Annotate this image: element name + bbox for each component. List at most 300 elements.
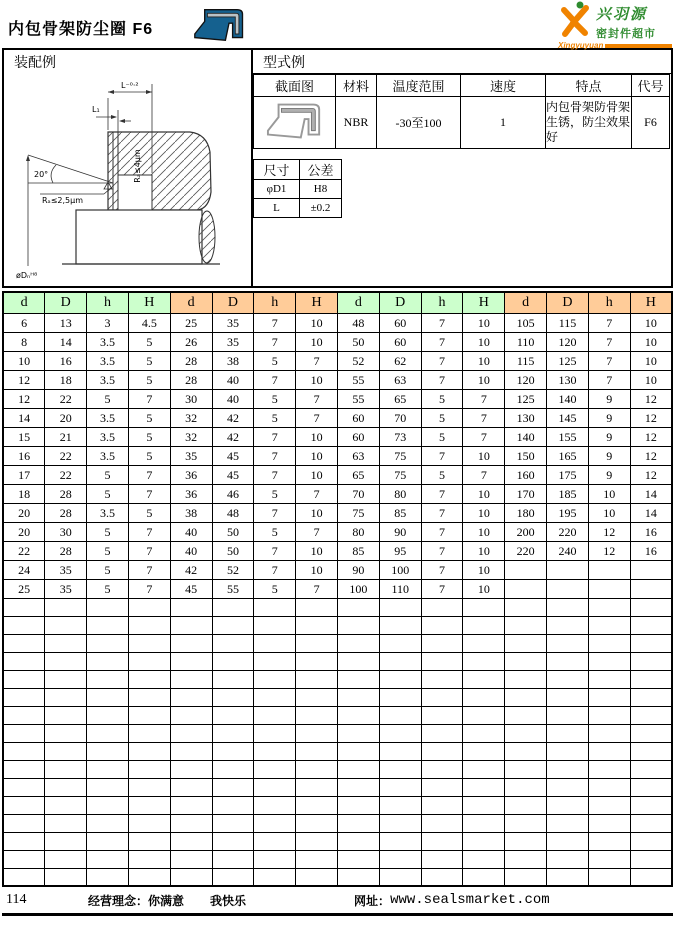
size-cell	[296, 778, 338, 796]
size-empty-row	[3, 742, 672, 760]
size-cell: 7	[254, 465, 296, 484]
size-cell: 7	[128, 484, 170, 503]
type-col-temp: 温度范围	[377, 75, 461, 97]
size-cell	[3, 760, 45, 778]
size-cell: 3.5	[87, 503, 129, 522]
size-cell: 7	[421, 484, 463, 503]
size-cell	[463, 652, 505, 670]
size-cell: 195	[547, 503, 589, 522]
size-cell: 21	[45, 427, 87, 446]
size-cell	[547, 616, 589, 634]
size-cell: 3.5	[87, 351, 129, 370]
size-cell: 10	[630, 332, 672, 351]
main-box	[2, 48, 673, 288]
size-cell	[588, 742, 630, 760]
size-cell: 28	[170, 351, 212, 370]
tolerance-header-row	[254, 160, 342, 180]
size-cell: 36	[170, 484, 212, 503]
size-col-header: H	[296, 292, 338, 313]
size-cell: 10	[463, 541, 505, 560]
size-cell: 25	[3, 579, 45, 598]
size-cell	[254, 598, 296, 616]
size-cell	[630, 814, 672, 832]
size-empty-row	[3, 796, 672, 814]
size-cell	[505, 832, 547, 850]
size-cell	[212, 832, 254, 850]
dim-l-tolerance: L⁻⁰·²	[121, 81, 139, 90]
dim-diameter: øDₙᴴ⁸	[16, 271, 38, 280]
size-cell	[338, 670, 380, 688]
size-cell: 105	[505, 313, 547, 332]
size-cell: 35	[45, 579, 87, 598]
size-cell: 3.5	[87, 408, 129, 427]
motto-part1: 你满意	[148, 893, 185, 908]
size-cell	[254, 850, 296, 868]
size-cell: 7	[254, 560, 296, 579]
size-cell	[421, 832, 463, 850]
size-cell	[588, 778, 630, 796]
size-cell	[379, 796, 421, 814]
size-cell: 7	[254, 332, 296, 351]
size-cell: 7	[463, 408, 505, 427]
size-cell	[379, 652, 421, 670]
size-cell	[3, 778, 45, 796]
size-cell	[505, 706, 547, 724]
size-cell	[170, 850, 212, 868]
size-cell	[254, 616, 296, 634]
size-cell	[547, 706, 589, 724]
size-cell	[128, 598, 170, 616]
size-cell	[128, 634, 170, 652]
size-cell	[3, 634, 45, 652]
size-cell: 7	[254, 541, 296, 560]
size-cell	[212, 598, 254, 616]
size-cell: 130	[547, 370, 589, 389]
size-col-header: h	[588, 292, 630, 313]
size-cell	[338, 724, 380, 742]
size-cell	[3, 724, 45, 742]
size-cell	[87, 814, 129, 832]
size-cell: 65	[338, 465, 380, 484]
size-cell: 12	[630, 427, 672, 446]
size-cell: 10	[296, 446, 338, 465]
size-cell: 22	[3, 541, 45, 560]
size-cell	[45, 598, 87, 616]
size-cell	[128, 760, 170, 778]
size-cell: 7	[296, 579, 338, 598]
size-cell: 45	[170, 579, 212, 598]
size-cell	[463, 760, 505, 778]
size-cell	[3, 814, 45, 832]
size-cell: 5	[254, 484, 296, 503]
size-empty-row	[3, 634, 672, 652]
size-cell	[128, 616, 170, 634]
size-col-header: h	[87, 292, 129, 313]
size-cell: 70	[379, 408, 421, 427]
size-cell: 5	[128, 408, 170, 427]
size-cell: 12	[588, 541, 630, 560]
size-cell: 170	[505, 484, 547, 503]
size-cell	[338, 850, 380, 868]
size-cell: 7	[254, 503, 296, 522]
features-value: 内包骨架防骨架生锈，防尘效果好	[546, 97, 632, 149]
size-cell	[421, 634, 463, 652]
size-cell: 7	[254, 313, 296, 332]
size-cell	[87, 634, 129, 652]
size-row	[3, 389, 672, 408]
size-cell	[212, 814, 254, 832]
size-cell	[170, 598, 212, 616]
size-cell	[547, 579, 589, 598]
size-cell	[547, 760, 589, 778]
size-cell	[421, 742, 463, 760]
logo-roman-name: Xingyuyuan	[558, 41, 604, 50]
size-cell: 25	[170, 313, 212, 332]
size-col-header: h	[421, 292, 463, 313]
size-cell: 10	[463, 351, 505, 370]
size-cell: 7	[421, 332, 463, 351]
size-empty-row	[3, 706, 672, 724]
dim-angle: 20°	[34, 170, 49, 179]
size-cell	[421, 670, 463, 688]
type-table	[253, 74, 670, 149]
size-cell: 48	[212, 503, 254, 522]
size-cell: 7	[128, 560, 170, 579]
size-cell	[170, 706, 212, 724]
size-cell: 10	[296, 560, 338, 579]
size-cell	[296, 760, 338, 778]
size-cell: 52	[338, 351, 380, 370]
size-cell	[379, 742, 421, 760]
size-cell	[547, 850, 589, 868]
size-cell: 7	[128, 465, 170, 484]
size-cell	[87, 670, 129, 688]
size-cell: 150	[505, 446, 547, 465]
size-cell: 30	[170, 389, 212, 408]
size-cell	[547, 724, 589, 742]
size-cell	[421, 688, 463, 706]
size-row	[3, 351, 672, 370]
speed-value: 1	[461, 97, 546, 149]
size-cell	[45, 706, 87, 724]
size-cell	[45, 760, 87, 778]
size-cell	[212, 724, 254, 742]
size-cell	[630, 560, 672, 579]
size-cell	[170, 652, 212, 670]
size-cell	[547, 832, 589, 850]
size-cell	[212, 796, 254, 814]
size-cell: 125	[505, 389, 547, 408]
size-cell: 10	[296, 541, 338, 560]
size-cell	[338, 742, 380, 760]
size-cell	[254, 814, 296, 832]
size-cell: 7	[296, 389, 338, 408]
size-cell	[254, 778, 296, 796]
size-cell: 3.5	[87, 446, 129, 465]
size-cell	[3, 850, 45, 868]
size-cell: 65	[379, 389, 421, 408]
size-cell	[212, 634, 254, 652]
size-cell: 5	[87, 484, 129, 503]
size-cell	[87, 688, 129, 706]
company-logo	[558, 1, 672, 50]
tolerance-row	[254, 199, 342, 218]
size-cell	[170, 742, 212, 760]
size-cell	[87, 706, 129, 724]
size-cell	[212, 742, 254, 760]
size-cell	[128, 688, 170, 706]
size-empty-row	[3, 724, 672, 742]
size-cell	[421, 778, 463, 796]
size-cell: 7	[128, 389, 170, 408]
size-empty-row	[3, 616, 672, 634]
size-cell	[588, 850, 630, 868]
size-row	[3, 313, 672, 332]
size-cell: 100	[338, 579, 380, 598]
size-cell	[421, 598, 463, 616]
size-cell	[296, 742, 338, 760]
size-cell: 9	[588, 446, 630, 465]
size-cell: 10	[463, 503, 505, 522]
size-cell: 7	[463, 465, 505, 484]
size-cell	[128, 868, 170, 886]
size-cell	[463, 670, 505, 688]
size-empty-row	[3, 688, 672, 706]
size-cell: 35	[212, 313, 254, 332]
size-cell: 7	[254, 427, 296, 446]
size-cell: 7	[463, 389, 505, 408]
size-cell	[505, 760, 547, 778]
size-cell: 42	[170, 560, 212, 579]
size-cell: 28	[45, 541, 87, 560]
size-cell: 5	[128, 427, 170, 446]
size-cell	[3, 670, 45, 688]
size-empty-row	[3, 850, 672, 868]
size-cell: 10	[463, 446, 505, 465]
size-cell	[45, 778, 87, 796]
size-cell	[128, 814, 170, 832]
size-cell	[463, 724, 505, 742]
size-cell	[3, 598, 45, 616]
size-cell: 95	[379, 541, 421, 560]
size-cell: 7	[421, 370, 463, 389]
size-cell: 3	[87, 313, 129, 332]
size-cell	[588, 724, 630, 742]
page-title: 内包骨架防尘圈 F6	[8, 21, 154, 38]
size-cell: 12	[630, 446, 672, 465]
size-cell	[505, 868, 547, 886]
size-cell: 5	[87, 465, 129, 484]
size-cell: 38	[170, 503, 212, 522]
size-cell	[170, 634, 212, 652]
size-cell	[463, 850, 505, 868]
size-cell	[588, 616, 630, 634]
size-cell: 5	[254, 522, 296, 541]
size-cell: 110	[505, 332, 547, 351]
size-cell	[296, 814, 338, 832]
size-cell	[547, 742, 589, 760]
size-cell	[463, 832, 505, 850]
size-cell	[547, 634, 589, 652]
size-cell	[128, 652, 170, 670]
size-cell: 12	[3, 389, 45, 408]
size-cell: 220	[547, 522, 589, 541]
size-cell	[212, 616, 254, 634]
size-cell	[463, 706, 505, 724]
size-cell	[338, 760, 380, 778]
size-cell: 32	[170, 427, 212, 446]
size-cell: 125	[547, 351, 589, 370]
size-cell	[296, 706, 338, 724]
size-cell	[87, 742, 129, 760]
size-cell	[212, 850, 254, 868]
size-cell	[379, 778, 421, 796]
size-cell: 32	[170, 408, 212, 427]
size-cell	[379, 850, 421, 868]
size-cell: 55	[212, 579, 254, 598]
size-cell: 26	[170, 332, 212, 351]
size-cell: 16	[630, 541, 672, 560]
size-cell	[170, 616, 212, 634]
size-cell	[45, 724, 87, 742]
size-row	[3, 541, 672, 560]
size-cell	[87, 850, 129, 868]
size-empty-row	[3, 598, 672, 616]
size-cell	[505, 634, 547, 652]
size-cell: 90	[338, 560, 380, 579]
size-cell	[87, 778, 129, 796]
size-cell: 55	[338, 389, 380, 408]
type-table-data-row	[254, 97, 670, 149]
size-cell	[630, 724, 672, 742]
size-cell	[128, 724, 170, 742]
size-cell	[254, 652, 296, 670]
size-cell	[421, 616, 463, 634]
size-cell	[379, 814, 421, 832]
size-cell: 45	[212, 446, 254, 465]
size-cell	[547, 868, 589, 886]
size-cell: 140	[547, 389, 589, 408]
size-cell: 10	[296, 332, 338, 351]
size-cell: 52	[212, 560, 254, 579]
size-cell	[87, 760, 129, 778]
size-cell	[379, 832, 421, 850]
type-section	[253, 50, 671, 286]
size-cell	[45, 652, 87, 670]
tolerance-table	[253, 159, 342, 218]
type-col-features: 特点	[546, 75, 632, 97]
shaft	[76, 210, 202, 264]
size-col-header: d	[338, 292, 380, 313]
size-cell: 70	[338, 484, 380, 503]
size-cell	[630, 706, 672, 724]
size-cell: 12	[630, 389, 672, 408]
size-cell	[338, 796, 380, 814]
size-cell: 220	[505, 541, 547, 560]
size-cell	[45, 832, 87, 850]
size-cell: 5	[254, 389, 296, 408]
size-cell	[547, 688, 589, 706]
size-cell	[296, 652, 338, 670]
size-cell: 55	[338, 370, 380, 389]
size-cell	[338, 634, 380, 652]
size-cell	[254, 724, 296, 742]
size-row	[3, 427, 672, 446]
size-cell: 5	[87, 579, 129, 598]
size-cell: 7	[296, 484, 338, 503]
size-cell	[128, 832, 170, 850]
size-cell: 7	[296, 351, 338, 370]
size-cell	[296, 634, 338, 652]
size-cell: 60	[379, 313, 421, 332]
size-cell: 120	[547, 332, 589, 351]
size-cell	[3, 742, 45, 760]
size-cell: 10	[463, 332, 505, 351]
size-cell: 14	[45, 332, 87, 351]
dim-ra-top: Rₐ≤4μm	[133, 149, 142, 183]
size-cell: 10	[463, 370, 505, 389]
size-cell: 7	[588, 370, 630, 389]
size-cell	[45, 868, 87, 886]
size-cell: 7	[421, 560, 463, 579]
size-cell: 73	[379, 427, 421, 446]
size-cell	[379, 760, 421, 778]
size-cell	[254, 868, 296, 886]
size-cell: 16	[3, 446, 45, 465]
size-cell	[505, 742, 547, 760]
size-cell: 10	[296, 503, 338, 522]
size-cell	[463, 868, 505, 886]
size-cell: 7	[421, 579, 463, 598]
size-cell: 80	[338, 522, 380, 541]
size-cell	[212, 778, 254, 796]
size-cell: 5	[87, 560, 129, 579]
size-cell	[212, 706, 254, 724]
size-cell	[463, 742, 505, 760]
logo-figure-icon	[558, 1, 594, 37]
size-cell	[338, 868, 380, 886]
size-cell	[45, 688, 87, 706]
size-cell	[547, 796, 589, 814]
size-cell: 180	[505, 503, 547, 522]
size-cell	[3, 706, 45, 724]
size-cell: 10	[630, 313, 672, 332]
size-cell	[254, 634, 296, 652]
size-cell	[296, 868, 338, 886]
size-cell	[463, 796, 505, 814]
size-cell: 7	[421, 351, 463, 370]
size-cell	[421, 796, 463, 814]
size-cell: 16	[630, 522, 672, 541]
size-cell: 10	[296, 313, 338, 332]
size-cell: 7	[296, 522, 338, 541]
size-cell	[170, 814, 212, 832]
size-cell	[338, 688, 380, 706]
size-cell	[212, 760, 254, 778]
cross-section-icon	[266, 98, 324, 144]
size-cell	[45, 634, 87, 652]
size-cell	[547, 560, 589, 579]
size-cell	[87, 724, 129, 742]
size-cell: 9	[588, 408, 630, 427]
size-cell	[338, 652, 380, 670]
website-wrap	[354, 892, 550, 909]
size-cell: 42	[212, 427, 254, 446]
size-cell	[338, 598, 380, 616]
size-cell	[379, 688, 421, 706]
size-cell: 7	[421, 313, 463, 332]
size-cell	[296, 670, 338, 688]
